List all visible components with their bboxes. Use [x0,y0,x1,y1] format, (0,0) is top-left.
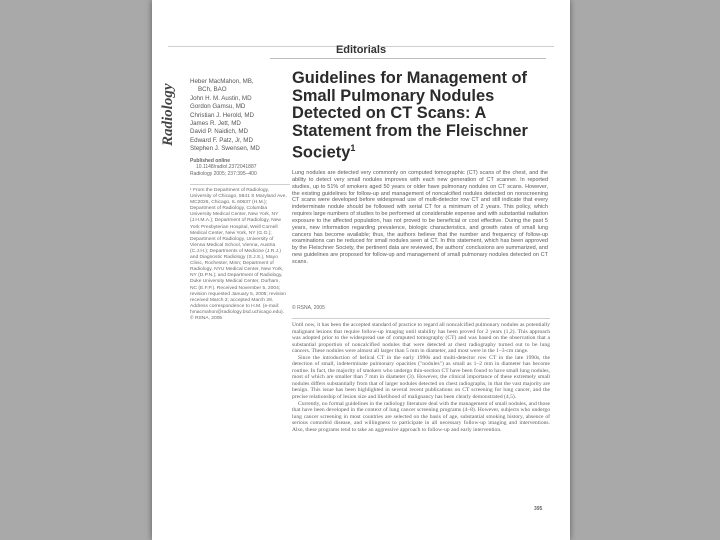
author-line: Heber MacMahon, MB, [190,78,254,85]
abstract: Lung nodules are detected very commonly on computed tomographic (CT) scans of the chest, and the ability to detect very small nodules improves with each new generation of CT scanner. In reported studies, up to 51% of smokers aged 50 years or older have pulmonary nodules on CT scans. However, the existing guidelines for follow-up and management of noncalcified nodules detected on nonscreening CT scans were developed before widespread use of multi-detector row CT and still indicate that every indeterminate nodule should be followed with serial CT for a minimum of 2 years. This policy, which requires large numbers of studies to be performed at considerable expense and with substantial radiation exposure to the affected population, has not proved to be beneficial or cost effective. During the past 5 years, new information regarding prevalence, biologic characteristics, and growth rates of small lung cancers has become available; thus, the authors believe that the number and frequency of follow-up examinations can be reduced for small nodules seen at CT. In this statement, which has been approved by the Fleischner Society, the pertinent data are reviewed, the authors' conclusions are summarized, and new guidelines are proposed for follow-up and management of small pulmonary nodules detected on CT scans. [292,170,548,265]
page-number: 395 [534,506,543,512]
title-text: Guidelines for Management of Small Pulmonary Nodules Detected on CT Scans: A Statement from the Fleischner Society [292,69,528,162]
author-line: Christian J. Herold, MD [190,111,254,119]
doi: 10.1148/radiol.2372041887 [196,164,257,171]
body-paragraph: Currently, no formal guidelines in the radiology literature deal with the management of small nodules, and those that have been developed in the context of lung cancer screening programs (4–8). However, subjects who undergo lung cancer screening in most countries are selected on the basis of age, substantial smoking history, absence of serious comorbid disease, and willingness to participate in all necessary follow-up imaging and interventions. Also, these programs tend to take an aggressive approach to follow-up and early intervention. [292,400,550,433]
abstract-divider [292,318,550,319]
author-line: John H. M. Austin, MD [190,94,252,102]
author-line: David P. Naidich, MD [190,128,249,136]
publication-info [190,158,290,177]
section-title: Editorials [335,44,387,56]
citation: Radiology 2005; 237:395–400 [190,170,257,177]
author-line: Stephen J. Swensen, MD [190,145,260,153]
body-paragraph: Since the introduction of helical CT in the early 1990s and multi-detector row CT in the late 1990s, the detection of small, indeterminate pulmonary opacities ("nodules") as small as 1–2 mm in diameter has become routine. In fact, the majority of smokers who undergo thin-section CT have been found to have small lung nodules, most of which are smaller than 7 mm in diameter (3). However, the clinical importance of these extremely small nodules differs substantially from that of larger nodules detected on chest radiographs, in that the vast majority are benign. This issue has been highlighted in several recent publications on CT screening for lung cancer, and the precise relationship of lesion size and likelihood of malignancy has been clearly demonstrated (4,5). [292,354,550,401]
article-title [292,70,550,162]
author-list [190,78,290,154]
body-paragraph: Until now, it has been the accepted standard of practice to regard all noncalcified pulmonary nodules as potentially malignant lesions that require follow-up imaging until stability has been proved for 2 years (1,2). This approach was adopted prior to the widespread use of computed tomography (CT) and was based on the observation that a substantial proportion of noncalcified nodules that were detected at chest radiography turned out to be lung cancers. These nodules were almost all larger than 5 mm in diameter, and most were in the 1–3-cm range. [292,322,550,355]
page-header [168,0,554,47]
author-line: James R. Jett, MD [190,120,241,128]
journal-page [152,0,570,540]
journal-name: Radiology [160,83,176,147]
author-line: Gordon Gamsu, MD [190,103,246,111]
affiliations: ¹ From the Department of Radiology, University of Chicago, 5841 S Maryland Ave, MC2026, Chicago, IL 60637 (H.M.); Department of Radiology, Columbia University Medical Center, New York, NY (J.H.M.A.); Department of Radiology, New York Presbyterian Hospital, Weill Cornell Medical Center, New York, NY (G.G.); Department of Radiology, University of Vienna Medical School, Vienna, Austria (C.J.H.); Departments of Medicine (J.R.J.) and Diagnostic Radiology (S.J.S.), Mayo Clinic, Rochester, Minn; Department of Radiology, NYU Medical Center, New York, NY (D.P.N.); and Department of Radiology, Duke University Medical Center, Durham, NC (E.F.P.). Received November 5, 2004; revision requested January 5, 2005; revision received March 3; accepted March 28. Address correspondence to H.M. (e-mail: hmacmahon@radiology.bsd.uchicago.edu). © RSNA, 2005 [190,188,287,321]
author-line: Edward F. Patz, Jr, MD [190,136,253,144]
header-divider [270,58,546,59]
published-label: Published online [190,158,231,164]
author-line: BCh, BAO [198,86,227,94]
copyright: © RSNA, 2005 [292,305,325,311]
sidebar-divider [190,184,290,185]
article-body [292,322,550,433]
title-footnote-mark: 1 [350,143,356,154]
